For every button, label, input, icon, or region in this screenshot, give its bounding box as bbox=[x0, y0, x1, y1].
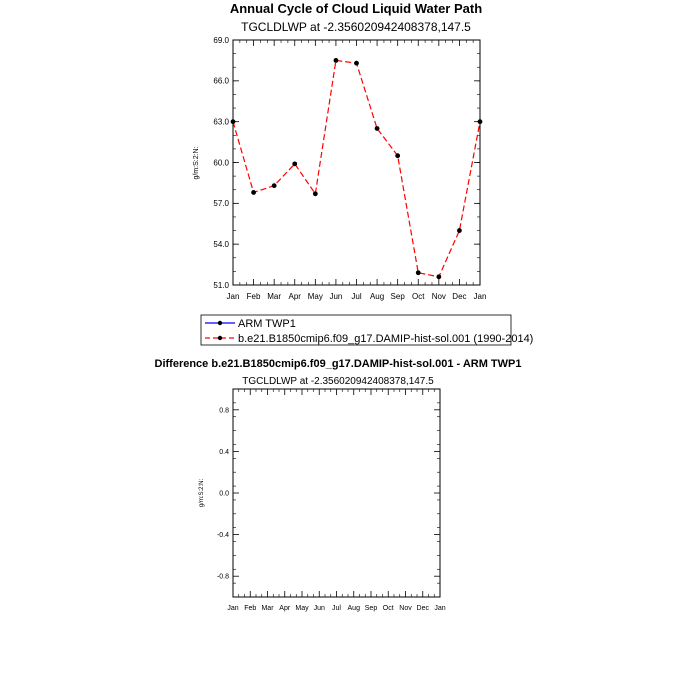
chart2-x-tick-label: Jun bbox=[313, 605, 325, 612]
legend-label-model: b.e21.B1850cmip6.f09_g17.DAMIP-hist-sol.001 (1990-2014) bbox=[238, 333, 534, 345]
chart2-x-tick-label: Dec bbox=[416, 605, 429, 612]
chart1-data-point bbox=[272, 183, 277, 188]
chart1-data-point bbox=[313, 191, 318, 196]
chart1-data-point bbox=[231, 119, 236, 124]
chart1-data-point bbox=[395, 153, 400, 158]
chart2-x-tick-label: Jan bbox=[227, 605, 239, 612]
chart1-plot-area bbox=[213, 36, 486, 301]
chart1-y-tick-label: 57.0 bbox=[213, 199, 229, 209]
chart1-x-tick-label: Feb bbox=[246, 292, 261, 301]
chart1-y-tick-label: 66.0 bbox=[213, 76, 229, 86]
chart1-x-tick-label: Dec bbox=[452, 292, 467, 301]
chart1-data-point bbox=[292, 161, 297, 166]
chart1-data-point bbox=[375, 126, 380, 131]
chart2-y-tick-label: -0.4 bbox=[216, 532, 229, 540]
chart1-legend bbox=[201, 315, 533, 345]
legend-item-model bbox=[205, 333, 533, 345]
chart1-data-point bbox=[457, 228, 462, 233]
chart1-x-tick-label: Sep bbox=[390, 292, 405, 301]
chart1-data-point bbox=[436, 274, 441, 279]
chart1-y-label: g/m:S:2:N: bbox=[193, 146, 200, 180]
chart2-y-label: g/m:S:2:N: bbox=[199, 478, 205, 508]
chart2-y-tick-label: 0.4 bbox=[219, 448, 229, 456]
chart1-x-tick-label: May bbox=[307, 292, 323, 301]
chart2-subtitle: TGCLDLWP at -2.356020942408378,147.5 bbox=[242, 376, 434, 387]
chart1-x-tick-label: Oct bbox=[412, 292, 425, 301]
chart1-series-line-1 bbox=[233, 60, 480, 276]
chart2-y-tick-label: 0.0 bbox=[219, 490, 229, 498]
chart2-x-tick-label: Jul bbox=[332, 605, 341, 612]
chart2-x-tick-label: Sep bbox=[364, 605, 378, 612]
chart2-x-tick-label: Jan bbox=[434, 605, 446, 612]
chart2-x-tick-label: Feb bbox=[244, 605, 257, 612]
chart1-frame bbox=[233, 40, 480, 285]
chart1-y-tick-label: 51.0 bbox=[213, 280, 229, 290]
chart1-title: Annual Cycle of Cloud Liquid Water Path bbox=[229, 1, 483, 16]
chart2-x-tick-label: Mar bbox=[261, 605, 274, 612]
chart2-x-tick-label: May bbox=[295, 605, 309, 612]
chart2-x-tick-label: Oct bbox=[382, 605, 394, 612]
chart2-x-tick-label: Nov bbox=[399, 605, 412, 612]
chart1-x-tick-label: Jun bbox=[329, 292, 343, 301]
chart1-x-tick-label: Apr bbox=[288, 292, 301, 301]
chart1-y-tick-label: 63.0 bbox=[213, 117, 229, 127]
legend-marker-arm bbox=[218, 321, 222, 325]
chart2-y-tick-label: 0.8 bbox=[219, 407, 229, 415]
chart1-x-tick-label: Aug bbox=[369, 292, 385, 301]
chart1-data-point bbox=[334, 58, 339, 63]
legend-label-arm: ARM TWP1 bbox=[238, 318, 296, 330]
chart1-x-tick-label: Jan bbox=[226, 292, 240, 301]
chart1-x-tick-label: Jul bbox=[351, 292, 362, 301]
chart1-data-point bbox=[251, 190, 256, 195]
chart2-plot-area bbox=[217, 389, 446, 612]
chart1-y-tick-label: 69.0 bbox=[213, 35, 229, 45]
chart2-y-tick-label: -0.8 bbox=[216, 573, 229, 581]
chart2-frame bbox=[233, 389, 440, 597]
chart1-x-tick-label: Mar bbox=[267, 292, 282, 301]
chart1-subtitle: TGCLDLWP at -2.356020942408378,147.5 bbox=[241, 20, 471, 34]
chart1-data-point bbox=[478, 119, 483, 124]
chart1-y-tick-label: 60.0 bbox=[213, 158, 229, 168]
chart2-x-tick-label: Aug bbox=[347, 605, 360, 612]
chart1-y-tick-label: 54.0 bbox=[213, 239, 229, 249]
legend-marker-model bbox=[218, 336, 222, 340]
chart1-x-tick-label: Jan bbox=[473, 292, 487, 301]
chart1-data-point bbox=[354, 61, 359, 66]
chart2-title: Difference b.e21.B1850cmip6.f09_g17.DAMIP-hist-sol.001 - ARM TWP1 bbox=[154, 358, 522, 370]
chart1-data-point bbox=[416, 270, 421, 275]
chart1-x-tick-label: Nov bbox=[431, 292, 446, 301]
chart2-x-tick-label: Apr bbox=[279, 605, 291, 612]
